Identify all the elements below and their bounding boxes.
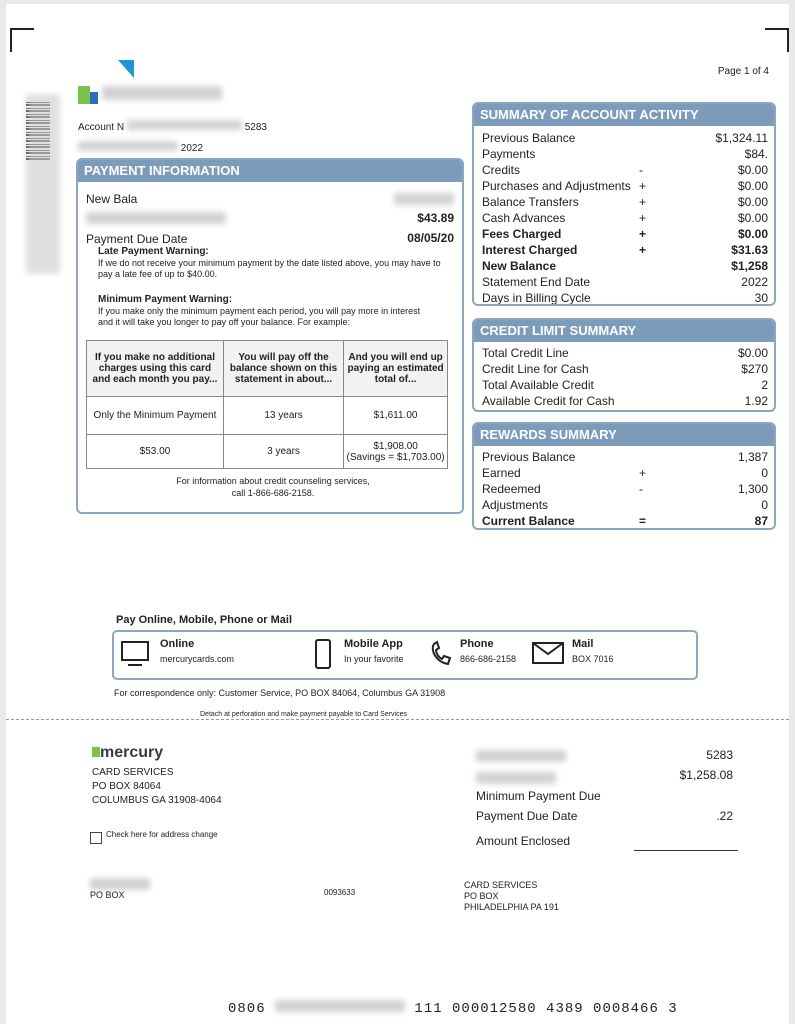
summary-row: [474, 162, 774, 178]
account-tail: 5283: [244, 122, 267, 133]
coupon-logo: mercury: [92, 744, 163, 762]
table-cell: 3 years: [223, 435, 343, 469]
coupon-address: CARD SERVICES PO BOX 84064 COLUMBUS GA 31908-4064: [92, 767, 222, 806]
summary-label: Fees Charged: [482, 227, 562, 241]
summary-row: [474, 226, 774, 242]
pay-mobile-sub: In your favorite: [344, 654, 404, 664]
summary-row: [474, 210, 774, 226]
min-warning-text-2: and it will take you longer to pay off your balance. For example:: [98, 317, 350, 327]
table-header: You will pay off the balance shown on this statement in about...: [223, 341, 343, 397]
coupon-due-date-label: Payment Due Date: [476, 809, 578, 823]
rewards-summary-title: REWARDS SUMMARY: [474, 424, 774, 446]
table-header: And you will end up paying an estimated total of...: [344, 341, 448, 397]
summary-value: 30: [754, 291, 768, 305]
pay-mail-address: BOX 7016: [572, 654, 614, 664]
rewards-label: Earned: [482, 466, 521, 480]
summary-label: Balance Transfers: [482, 195, 579, 209]
summary-row: [474, 258, 774, 274]
table-cell: $1,611.00: [344, 397, 448, 435]
statement-page: [6, 4, 789, 1024]
crop-mark-top-left: [10, 28, 34, 52]
rewards-label: Previous Balance: [482, 450, 576, 464]
due-date-value: 08/05/20: [407, 231, 454, 245]
coupon-due-date-value: .22: [716, 809, 733, 823]
summary-label: Payments: [482, 147, 536, 161]
summary-value: 2022: [741, 275, 768, 289]
credit-summary-title: CREDIT LIMIT SUMMARY: [474, 320, 774, 342]
summary-value: $0.00: [737, 211, 768, 225]
table-cell: Only the Minimum Payment: [87, 397, 224, 435]
summary-label: Statement End Date: [482, 275, 591, 289]
summary-row: [474, 242, 774, 258]
account-summary-title: SUMMARY OF ACCOUNT ACTIVITY: [474, 104, 774, 126]
address-change-checkbox[interactable]: [90, 832, 102, 844]
counseling-text: For information about credit counseling services,: [176, 476, 370, 486]
summary-label: Previous Balance: [482, 131, 576, 145]
summary-value: $0.00: [737, 195, 768, 209]
pay-mail-label: Mail: [572, 638, 594, 650]
summary-row: [474, 274, 774, 290]
rewards-value: 1,300: [737, 482, 768, 496]
summary-label: New Balance: [482, 259, 557, 273]
rewards-row: [474, 449, 774, 465]
rewards-label: Current Balance: [482, 514, 575, 528]
rewards-summary-panel: [472, 422, 776, 530]
late-warning-title: Late Payment Warning:: [98, 246, 209, 257]
summary-label: Days in Billing Cycle: [482, 291, 591, 305]
mobile-phone-icon: [314, 638, 332, 670]
coupon-min-payment-label: Minimum Payment Due: [476, 789, 601, 803]
crop-mark-top-right: [765, 28, 789, 52]
table-cell: $53.00: [87, 435, 224, 469]
credit-row: [474, 345, 774, 361]
coupon-amount-enclosed-label: Amount Enclosed: [476, 834, 571, 848]
table-header: If you make no additional charges using this card and each month you pay...: [87, 341, 224, 397]
rewards-value: 0: [761, 498, 768, 512]
rewards-operator: -: [639, 482, 643, 496]
summary-operator: -: [639, 163, 643, 177]
payment-information-title: PAYMENT INFORMATION: [78, 160, 462, 182]
credit-summary-rows: [474, 342, 774, 409]
coupon-account-tail: 5283: [706, 748, 733, 762]
summary-value: $1,258: [731, 259, 768, 273]
pay-options-box: [112, 630, 698, 680]
scan-line: 0806 111 000012580 4389 0008466 3: [228, 1001, 678, 1017]
minimum-payment-table: [86, 340, 448, 469]
summary-value: $0.00: [737, 163, 768, 177]
rewards-row: [474, 497, 774, 513]
summary-label: Cash Advances: [482, 211, 566, 225]
table-cell: $1,908.00 (Savings = $1,703.00): [344, 435, 448, 469]
credit-value: 2: [761, 378, 768, 392]
rewards-value: 1,387: [737, 450, 768, 464]
amount-enclosed-field[interactable]: [634, 850, 738, 851]
table-cell: 13 years: [223, 397, 343, 435]
page-number: Page 1 of 4: [717, 66, 769, 77]
rewards-summary-rows: [474, 446, 774, 529]
credit-value: 1.92: [744, 394, 768, 408]
rewards-row: [474, 465, 774, 481]
credit-row: [474, 377, 774, 393]
account-summary-rows: [474, 126, 774, 306]
summary-row: [474, 194, 774, 210]
telephone-icon: [428, 640, 454, 668]
summary-row: [474, 130, 774, 146]
pay-online-label: Online: [160, 638, 195, 650]
address-change-text: Check here for address change: [106, 830, 218, 839]
payment-information-panel: [76, 158, 464, 514]
rewards-row: [474, 481, 774, 497]
credit-row: [474, 361, 774, 377]
summary-label: Purchases and Adjustments: [482, 179, 631, 193]
credit-value: $0.00: [737, 346, 768, 360]
summary-value: $0.00: [737, 227, 768, 241]
summary-operator: +: [639, 195, 647, 209]
envelope-icon: [532, 642, 564, 664]
summary-value: $1,324.11: [715, 131, 768, 145]
account-summary-panel: [472, 102, 776, 306]
due-date-label: Payment Due Date: [86, 232, 188, 246]
account-label: Account N: [78, 122, 125, 133]
pay-phone-number: 866-686-2158: [460, 654, 517, 664]
credit-row: [474, 393, 774, 409]
savings-note: (Savings = $1,703.00): [346, 451, 445, 463]
credit-value: $270: [741, 362, 768, 376]
pay-phone-label: Phone: [460, 638, 494, 650]
computer-icon: [120, 640, 150, 668]
payee-code: 0093633: [324, 888, 356, 897]
credit-label: Credit Line for Cash: [482, 362, 589, 376]
credit-summary-panel: [472, 318, 776, 412]
credit-label: Total Available Credit: [482, 378, 594, 392]
summary-operator: +: [639, 179, 647, 193]
coupon-new-balance: $1,258.08: [679, 768, 733, 782]
minimum-payment-value: $43.89: [417, 211, 454, 225]
perforation-text: Detach at perforation and make payment payable to Card Services: [196, 711, 411, 718]
summary-operator: +: [639, 211, 647, 225]
counseling-phone: call 1-866-686-2158.: [231, 488, 315, 498]
rewards-row: [474, 513, 774, 529]
correspondence-text: For correspondence only: Customer Service, PO BOX 84064, Columbus GA 31908: [114, 688, 446, 698]
summary-value: $84.: [744, 147, 768, 161]
late-warning-text: If we do not receive your minimum payment by the date listed above, you may have to pay a late fee of up to $40.00.: [98, 258, 441, 279]
rewards-value: 0: [761, 466, 768, 480]
rewards-operator: =: [639, 514, 647, 528]
rewards-label: Adjustments: [482, 498, 549, 512]
pay-options-title: Pay Online, Mobile, Phone or Mail: [116, 614, 293, 626]
credit-label: Available Credit for Cash: [482, 394, 615, 408]
summary-value: $0.00: [737, 179, 768, 193]
pay-online-url[interactable]: mercurycards.com: [160, 654, 235, 664]
summary-row: [474, 178, 774, 194]
new-balance-label: New Bala: [86, 192, 138, 206]
summary-row: [474, 146, 774, 162]
credit-label: Total Credit Line: [482, 346, 569, 360]
min-warning-title: Minimum Payment Warning:: [98, 294, 233, 305]
perforation-line: [6, 719, 789, 720]
summary-value: $31.63: [731, 243, 768, 257]
coupon-po-box-left: PO BOX: [90, 890, 125, 900]
summary-operator: +: [639, 243, 647, 257]
pay-mobile-label: Mobile App: [344, 638, 403, 650]
remit-address: CARD SERVICES PO BOX PHILADELPHIA PA 191: [464, 880, 559, 912]
min-warning-text-1: If you make only the minimum payment each period, you will pay more in interest: [98, 306, 421, 316]
rewards-value: 87: [754, 514, 768, 528]
summary-row: [474, 290, 774, 306]
rewards-label: Redeemed: [482, 482, 541, 496]
rewards-operator: +: [639, 466, 647, 480]
statement-date: 2022: [180, 143, 204, 154]
summary-label: Credits: [482, 163, 521, 177]
summary-label: Interest Charged: [482, 243, 578, 257]
summary-operator: +: [639, 227, 647, 241]
